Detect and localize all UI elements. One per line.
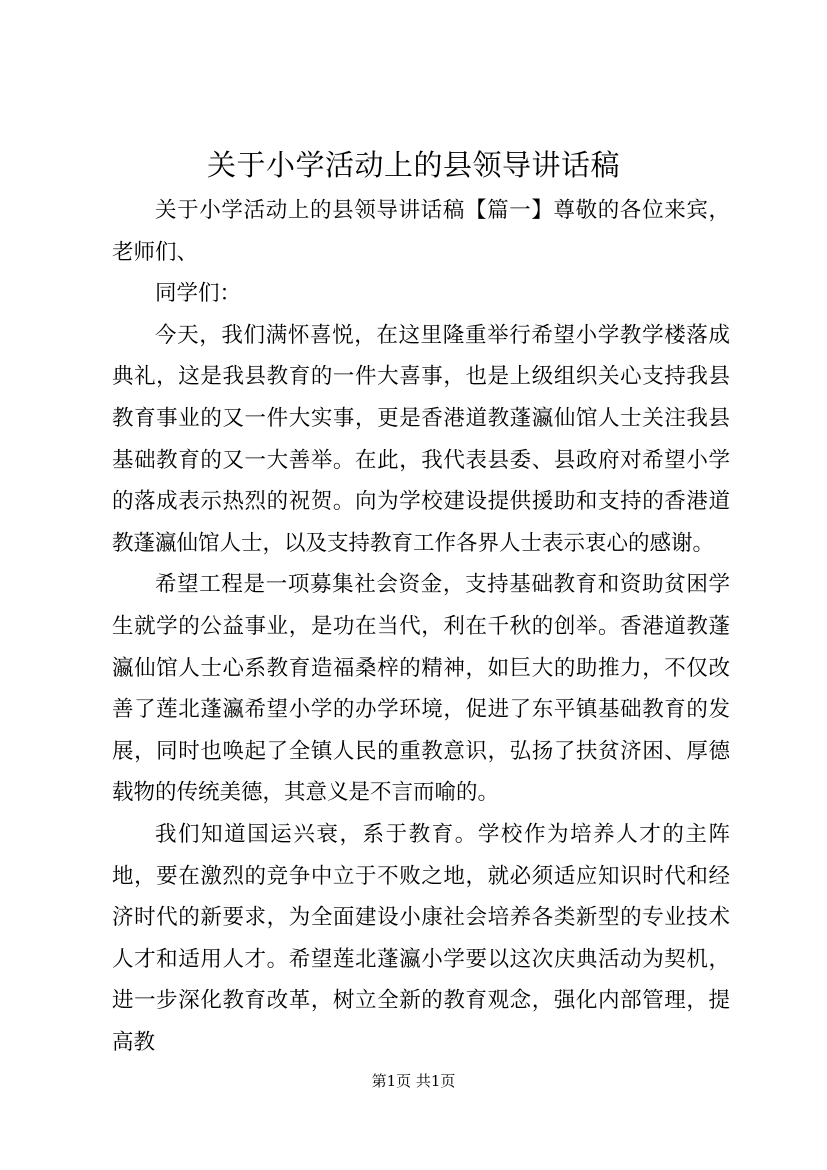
paragraph-salutation: 同学们：: [155, 281, 242, 307]
document-body: [112, 190, 730, 1063]
document-title: 关于小学活动上的县领导讲话稿: [206, 148, 620, 182]
paragraph-ceremony: 今天，我们满怀喜悦，在这里隆重举行希望小学教学楼落成典礼，这是我县教育的一件大喜事，也是上级组织关心支持我县教育事业的又一件大实事，更是香港道教蓬瀛仙馆人士关注我县基础教育的又一大善举。在此，我代表县委、县政府对希望小学的落成表示热烈的祝贺。向为学校建设提供援助和支持的香港道教蓬瀛仙馆人士，以及支持教育工作各界人士表示衷心的感谢。: [112, 322, 730, 556]
paragraph-hope-project: 希望工程是一项募集社会资金，支持基础教育和资助贫困学生就学的公益事业，是功在当代，利在千秋的创举。香港道教蓬瀛仙馆人士心系教育造福桑梓的精神，如巨大的助推力，不仅改善了莲北蓬瀛希望小学的办学环境，促进了东平镇基础教育的发展，同时也唤起了全镇人民的重教意识，弘扬了扶贫济困、厚德载物的传统美德，其意义是不言而喻的。: [112, 572, 730, 806]
page-footer: 第1页 共1页: [371, 1072, 456, 1090]
paragraph-education: 我们知道国运兴衰，系于教育。学校作为培养人才的主阵地，要在激烈的竞争中立于不败之地，就必须适应知识时代和经济时代的新要求，为全面建设小康社会培养各类新型的专业技术人才和适用人才。希望莲北蓬瀛小学要以这次庆典活动为契机，进一步深化教育改革，树立全新的教育观念，强化内部管理，提高教: [112, 821, 730, 1055]
paragraph-greeting: 关于小学活动上的县领导讲话稿【篇一】尊敬的各位来宾，老师们、: [112, 198, 730, 265]
